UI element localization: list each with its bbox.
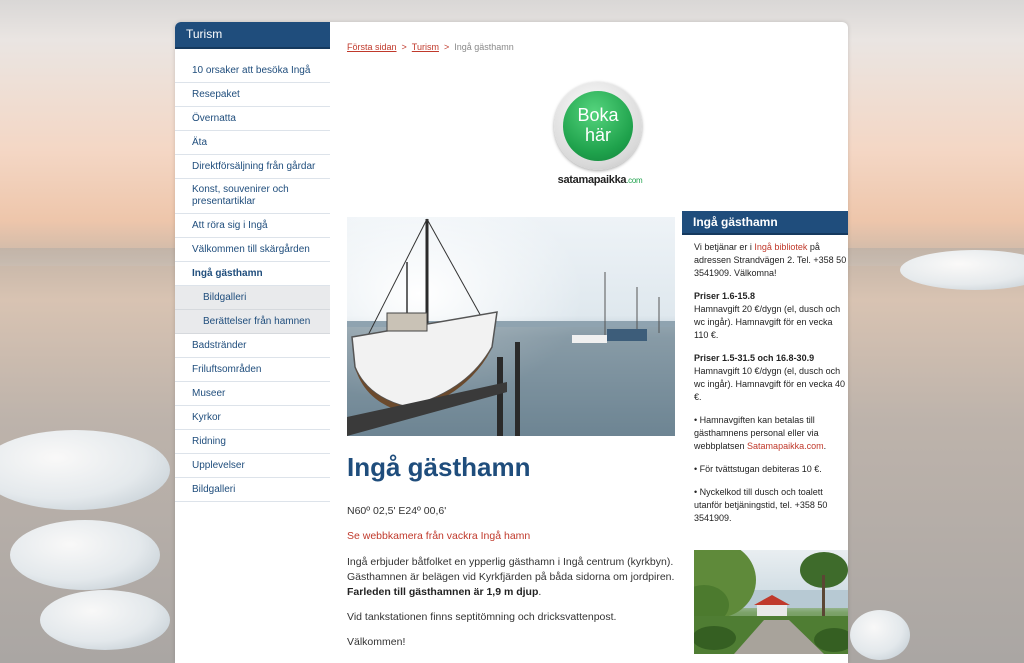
info-box-title: Ingå gästhamn (682, 211, 848, 235)
harbor-park-illustration (694, 550, 848, 654)
breadcrumb (347, 42, 514, 52)
sidebar-item-overnatta[interactable]: Övernatta (175, 107, 330, 131)
laundry-note: • För tvättstugan debiteras 10 €. (694, 464, 822, 474)
payment-note (694, 414, 848, 453)
booking-badge-line2: här (584, 125, 611, 145)
booking-badge (554, 82, 642, 170)
sidebar (175, 22, 330, 663)
sidebar-item-direktforsaljning[interactable]: Direktförsäljning från gårdar (175, 155, 330, 179)
info-intro-pre: Vi betjänar er i (694, 242, 755, 252)
sidebar-subitem-bildgalleri[interactable]: Bildgalleri (175, 286, 330, 310)
payment-note-post: . (823, 441, 827, 451)
welcome-text: Välkommen! (347, 636, 406, 648)
keycode-note: • Nyckelkod till dusch och toalett utanför betjäningstid, tel. +358 50 3541909. (694, 487, 828, 523)
price-offseason-text: Hamnavgift 10 €/dygn (el, dusch och wc ingår). Hamnavgift för en vecka 40 €. (694, 366, 846, 402)
sidebar-item-att-rora-sig[interactable]: Att röra sig i Ingå (175, 214, 330, 238)
price-summer-title: Priser 1.6-15.8 (694, 291, 756, 301)
sidebar-item-badstrander[interactable]: Badstränder (175, 334, 330, 358)
background-ice (10, 520, 160, 590)
intro-paragraph-text: Ingå erbjuder båtfolket en ypperlig gästhamn i Ingå centrum (kyrkbyn). Gästhamnen är belägen vid Kyrkfjärden på båda sidorna om jordpiren. (347, 556, 675, 583)
sidebar-item-bildgalleri[interactable]: Bildgalleri (175, 478, 330, 502)
webcam-link[interactable]: Se webbkamera från vackra Ingå hamn (347, 530, 531, 542)
booking-badge-line1: Boka (577, 105, 619, 125)
main-content (347, 22, 848, 663)
booking-badge-inner (563, 91, 633, 161)
fairway-depth-text: Farleden till gästhamnen är 1,9 m djup (347, 586, 539, 598)
sidebar-item-konst[interactable]: Konst, souvenirer och presentartiklar (175, 179, 330, 214)
breadcrumb-separator: > (401, 42, 407, 52)
background-ice (900, 250, 1024, 290)
price-block-summer (694, 290, 848, 342)
price-offseason-title: Priser 1.5-31.5 och 16.8-30.9 (694, 353, 815, 363)
sidebar-item-kyrkor[interactable]: Kyrkor (175, 406, 330, 430)
page-container (175, 22, 848, 663)
intro-paragraph (347, 555, 677, 600)
booking-logo-button[interactable] (552, 82, 648, 194)
info-intro-post: på adressen Strandvägen 2. Tel. +358 50 3541909. Välkomna! (694, 242, 847, 278)
background-ice (0, 430, 170, 510)
booking-brand-name: satamapaikka (557, 174, 627, 186)
harbor-boat-photo (347, 217, 675, 436)
info-intro (694, 241, 848, 280)
sidebar-item-inga-gasthamn[interactable]: Ingå gästhamn (175, 262, 330, 286)
sidebar-item-ata[interactable]: Äta (175, 131, 330, 155)
breadcrumb-current: Ingå gästhamn (454, 42, 514, 52)
sidebar-subitem-berattelser[interactable]: Berättelser från hamnen (175, 310, 330, 334)
info-box-body (682, 235, 848, 525)
intro-paragraph-end: . (538, 586, 542, 598)
breadcrumb-turism-link[interactable]: Turism (411, 42, 439, 52)
info-box (682, 211, 848, 535)
booking-brand-tld: .com (626, 176, 643, 185)
price-summer-text: Hamnavgift 20 €/dygn (el, dusch och wc ingår). Hamnavgift för en vecka 110 €. (694, 304, 841, 340)
sidebar-menu (175, 49, 330, 502)
harbor-park-photo (694, 550, 848, 654)
breadcrumb-home-link[interactable]: Första sidan (347, 42, 397, 52)
sidebar-item-10-orsaker[interactable]: 10 orsaker att besöka Ingå (175, 59, 330, 83)
background-ice (40, 590, 170, 650)
booking-brand (552, 174, 648, 186)
coordinates-text: N60º 02,5' E24º 00,6' (347, 505, 447, 517)
price-block-offseason (694, 352, 848, 404)
harbor-boat-illustration (347, 217, 675, 436)
background-ice (850, 610, 910, 660)
sidebar-item-resepaket[interactable]: Resepaket (175, 83, 330, 107)
sidebar-title: Turism (175, 22, 330, 49)
satamapaikka-link[interactable]: Satamapaikka.com (747, 441, 824, 451)
sidebar-item-friluftsomraden[interactable]: Friluftsområden (175, 358, 330, 382)
sidebar-item-ridning[interactable]: Ridning (175, 430, 330, 454)
sidebar-item-upplevelser[interactable]: Upplevelser (175, 454, 330, 478)
sidebar-item-valkommen-skargarden[interactable]: Välkommen till skärgården (175, 238, 330, 262)
payment-note-pre: • Hamnavgiften kan betalas till gästhamnens personal eller via webbplatsen (694, 415, 819, 451)
library-link[interactable]: Ingå bibliotek (754, 242, 808, 252)
services-paragraph: Vid tankstationen finns septitömning och dricksvattenpost. (347, 611, 617, 623)
page-title: Ingå gästhamn (347, 452, 531, 482)
breadcrumb-separator: > (443, 42, 450, 52)
sidebar-item-museer[interactable]: Museer (175, 382, 330, 406)
